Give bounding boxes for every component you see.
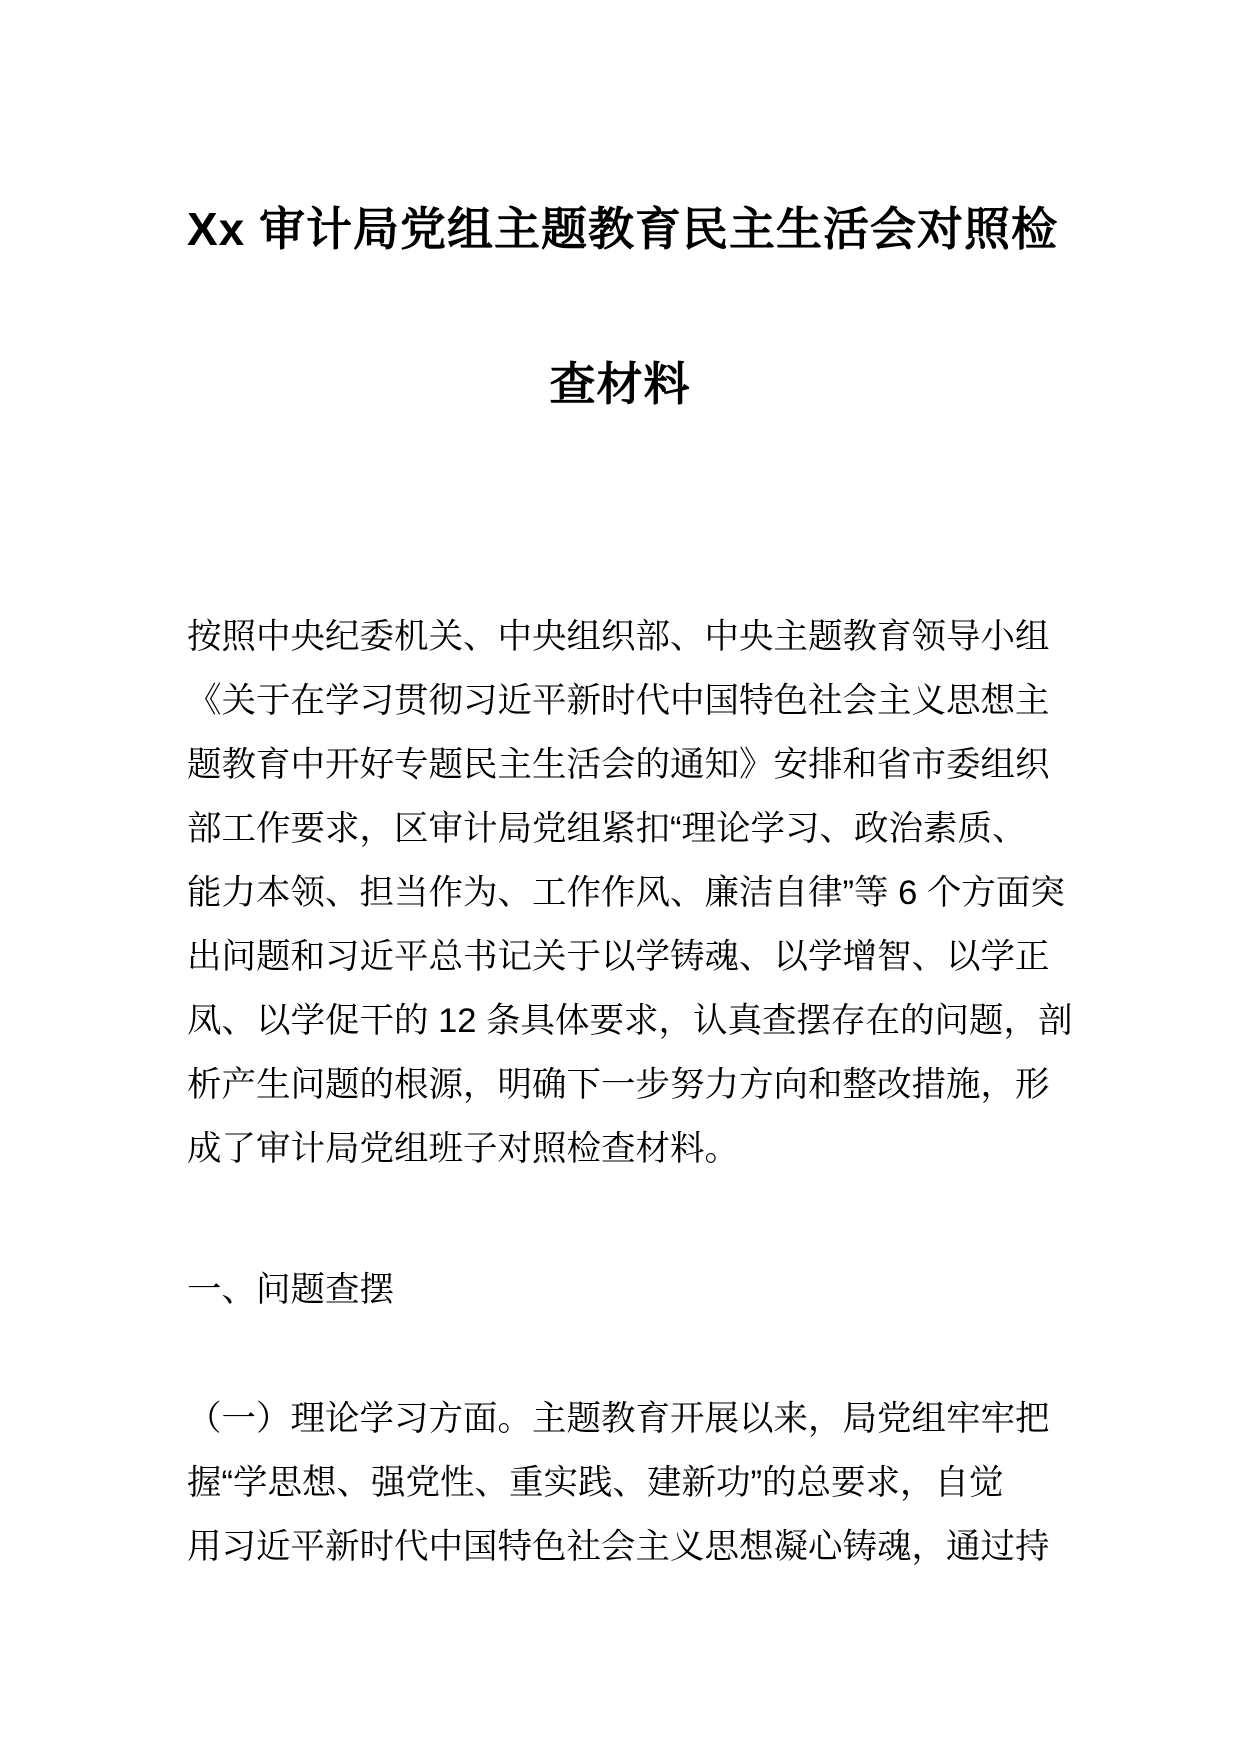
document-title	[187, 152, 1059, 462]
paragraph-line: 用习近平新时代中国特色社会主义思想凝心铸魂，通过持	[187, 1528, 1050, 1566]
paragraph-theory-study	[187, 1387, 1053, 1579]
section-heading-text: 一、问题查摆	[187, 1271, 394, 1309]
paragraph-line: 部工作要求，区审计局党组紧扣“理论学习、政治素质、	[187, 810, 1027, 848]
paragraph-line: 出问题和习近平总书记关于以学铸魂、以学增智、以学正	[187, 938, 1050, 976]
paragraph-line: 《关于在学习贯彻习近平新时代中国特色社会主义思想主	[187, 682, 1050, 720]
paragraph-introduction	[187, 605, 1073, 1181]
document-title-line-2: 查材料	[549, 358, 691, 410]
paragraph-line: 成了审计局党组班子对照检查材料。	[187, 1130, 739, 1168]
paragraph-line: 握“学思想、强党性、重实践、建新功”的总要求，自觉	[187, 1464, 1004, 1502]
paragraph-line: （一）理论学习方面。主题教育开展以来，局党组牢牢把	[187, 1400, 1050, 1438]
paragraph-line: 题教育中开好专题民主生活会的通知》安排和省市委组织	[187, 746, 1050, 784]
section-heading-problems	[187, 1258, 1053, 1322]
document-content	[187, 0, 1073, 1579]
document-title-line-1: Xx 审计局党组主题教育民主生活会对照检	[187, 203, 1059, 255]
paragraph-line: 凤、以学促干的 12 条具体要求，认真查摆存在的问题，剖	[187, 1002, 1073, 1040]
paragraph-line: 能力本领、担当作为、工作作风、廉洁自律”等 6 个方面突	[187, 874, 1065, 912]
paragraph-line: 析产生问题的根源，明确下一步努力方向和整改措施，形	[187, 1066, 1050, 1104]
paragraph-line: 按照中央纪委机关、中央组织部、中央主题教育领导小组	[187, 618, 1050, 656]
